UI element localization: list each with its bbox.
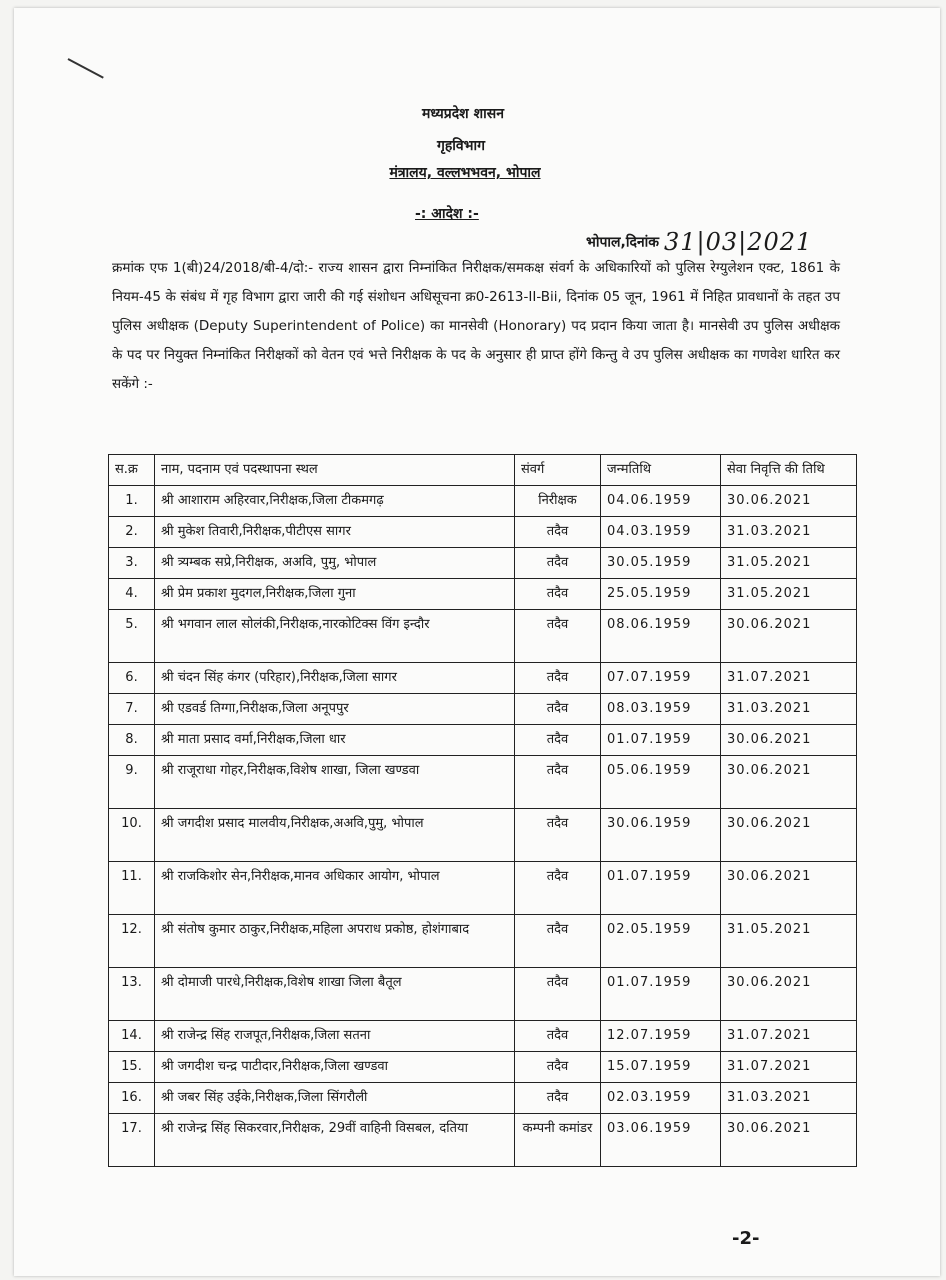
row-name: श्री जगदीश प्रसाद मालवीय,निरीक्षक,अअवि,पुमु, भोपाल <box>155 809 515 862</box>
row-sn: 7. <box>109 694 155 725</box>
row-cadre: तदैव <box>515 756 601 809</box>
table-row <box>109 1114 857 1167</box>
table-row <box>109 694 857 725</box>
row-dob: 02.05.1959 <box>601 915 721 968</box>
row-cadre: तदैव <box>515 725 601 756</box>
row-cadre: तदैव <box>515 1021 601 1052</box>
handwritten-date: 31|03|2021 <box>663 228 813 256</box>
row-name: श्री राजकिशोर सेन,निरीक्षक,मानव अधिकार आयोग, भोपाल <box>155 862 515 915</box>
row-name: श्री भगवान लाल सोलंकी,निरीक्षक,नारकोटिक्स विंग इन्दौर <box>155 610 515 663</box>
row-retire: 30.06.2021 <box>721 610 857 663</box>
row-retire: 31.03.2021 <box>721 1083 857 1114</box>
row-sn: 6. <box>109 663 155 694</box>
row-name: श्री आशाराम अहिरवार,निरीक्षक,जिला टीकमगढ़ <box>155 486 515 517</box>
row-dob: 02.03.1959 <box>601 1083 721 1114</box>
row-retire: 30.06.2021 <box>721 862 857 915</box>
row-cadre: तदैव <box>515 809 601 862</box>
row-sn: 8. <box>109 725 155 756</box>
row-dob: 12.07.1959 <box>601 1021 721 1052</box>
row-name: श्री जगदीश चन्द्र पाटीदार,निरीक्षक,जिला खण्डवा <box>155 1052 515 1083</box>
row-dob: 01.07.1959 <box>601 862 721 915</box>
row-cadre: तदैव <box>515 610 601 663</box>
row-name: श्री माता प्रसाद वर्मा,निरीक्षक,जिला धार <box>155 725 515 756</box>
row-cadre: तदैव <box>515 548 601 579</box>
table-row <box>109 579 857 610</box>
row-cadre: तदैव <box>515 1083 601 1114</box>
row-dob: 08.03.1959 <box>601 694 721 725</box>
row-sn: 9. <box>109 756 155 809</box>
row-name: श्री राजूराधा गोहर,निरीक्षक,विशेष शाखा, जिला खण्डवा <box>155 756 515 809</box>
row-sn: 3. <box>109 548 155 579</box>
row-cadre: तदैव <box>515 663 601 694</box>
officers-table <box>108 454 857 1167</box>
order-body-text: क्रमांक एफ 1(बी)24/2018/बी-4/दो:- राज्य शासन द्वारा निम्नांकित निरीक्षक/समकक्ष संवर्ग के अधिकारियों को पुलिस रेग्युलेशन एक्ट, 1861 के नियम-45 के संबंध में गृह विभाग द्वारा जारी की गई संशोधन अधिसूचना क्र0-2613-II-Bii, दिनांक 05 जून, 1961 में निहित प्रावधानों के तहत उप पुलिस अधीक्षक (Deputy Superintendent of Police) का मानसेवी (Honorary) पद प्रदान किया जाता है। मानसेवी उप पुलिस अधीक्षक के पद पर नियुक्त निम्नांकित निरीक्षकों को वेतन एवं भत्ते निरीक्षक के पद के अनुसार ही प्राप्त होंगे किन्तु वे उप पुलिस अधीक्षक का गणवेश धारित कर सकेंगे :- <box>112 260 840 392</box>
table-row <box>109 968 857 1021</box>
row-sn: 10. <box>109 809 155 862</box>
row-retire: 31.07.2021 <box>721 663 857 694</box>
row-dob: 15.07.1959 <box>601 1052 721 1083</box>
row-cadre: तदैव <box>515 579 601 610</box>
row-retire: 31.03.2021 <box>721 694 857 725</box>
order-title: -: आदेश :- <box>415 206 479 222</box>
table-row <box>109 663 857 694</box>
table-row <box>109 1021 857 1052</box>
row-name: श्री चंदन सिंह कंगर (परिहार),निरीक्षक,जिला सागर <box>155 663 515 694</box>
table-row <box>109 862 857 915</box>
row-cadre: कम्पनी कमांडर <box>515 1114 601 1167</box>
row-retire: 30.06.2021 <box>721 756 857 809</box>
table-row <box>109 756 857 809</box>
row-sn: 4. <box>109 579 155 610</box>
table-row <box>109 725 857 756</box>
row-dob: 07.07.1959 <box>601 663 721 694</box>
row-dob: 04.06.1959 <box>601 486 721 517</box>
table-row <box>109 610 857 663</box>
row-sn: 14. <box>109 1021 155 1052</box>
row-name: श्री दोमाजी पारधे,निरीक्षक,विशेष शाखा जिला बैतूल <box>155 968 515 1021</box>
row-retire: 31.05.2021 <box>721 548 857 579</box>
table-row <box>109 1083 857 1114</box>
row-dob: 25.05.1959 <box>601 579 721 610</box>
row-dob: 30.05.1959 <box>601 548 721 579</box>
table-row <box>109 517 857 548</box>
table-row <box>109 809 857 862</box>
row-sn: 1. <box>109 486 155 517</box>
row-retire: 31.03.2021 <box>721 517 857 548</box>
table-header-row <box>109 455 857 486</box>
table-row <box>109 548 857 579</box>
row-retire: 31.05.2021 <box>721 579 857 610</box>
row-cadre: तदैव <box>515 862 601 915</box>
row-retire: 30.06.2021 <box>721 809 857 862</box>
row-name: श्री मुकेश तिवारी,निरीक्षक,पीटीएस सागर <box>155 517 515 548</box>
row-sn: 15. <box>109 1052 155 1083</box>
row-retire: 31.05.2021 <box>721 915 857 968</box>
header-name: नाम, पदनाम एवं पदस्थापना स्थल <box>155 455 515 486</box>
row-sn: 13. <box>109 968 155 1021</box>
row-dob: 04.03.1959 <box>601 517 721 548</box>
header-retire: सेवा निवृत्ति की तिथि <box>721 455 857 486</box>
row-cadre: तदैव <box>515 915 601 968</box>
row-cadre: तदैव <box>515 1052 601 1083</box>
date-line <box>586 228 812 256</box>
row-retire: 30.06.2021 <box>721 486 857 517</box>
row-name: श्री जबर सिंह उईके,निरीक्षक,जिला सिंगरौली <box>155 1083 515 1114</box>
row-name: श्री संतोष कुमार ठाकुर,निरीक्षक,महिला अपराध प्रकोष्ठ, होशंगाबाद <box>155 915 515 968</box>
header-government: मध्यप्रदेश शासन <box>422 106 504 122</box>
row-sn: 17. <box>109 1114 155 1167</box>
row-sn: 11. <box>109 862 155 915</box>
row-sn: 5. <box>109 610 155 663</box>
table-row <box>109 1052 857 1083</box>
header-sn: स.क्र <box>109 455 155 486</box>
row-dob: 30.06.1959 <box>601 809 721 862</box>
date-label: भोपाल,दिनांक <box>586 234 660 251</box>
row-retire: 31.07.2021 <box>721 1052 857 1083</box>
row-sn: 12. <box>109 915 155 968</box>
row-retire: 30.06.2021 <box>721 968 857 1021</box>
header-department: गृहविभाग <box>436 138 486 154</box>
row-dob: 05.06.1959 <box>601 756 721 809</box>
row-dob: 08.06.1959 <box>601 610 721 663</box>
row-cadre: तदैव <box>515 968 601 1021</box>
row-cadre: तदैव <box>515 517 601 548</box>
row-dob: 01.07.1959 <box>601 968 721 1021</box>
row-name: श्री राजेन्द्र सिंह राजपूत,निरीक्षक,जिला सतना <box>155 1021 515 1052</box>
row-dob: 01.07.1959 <box>601 725 721 756</box>
row-sn: 16. <box>109 1083 155 1114</box>
row-sn: 2. <box>109 517 155 548</box>
table-row <box>109 486 857 517</box>
page-number: -2- <box>732 1228 760 1249</box>
row-name: श्री प्रेम प्रकाश मुदगल,निरीक्षक,जिला गुना <box>155 579 515 610</box>
row-name: श्री एडवर्ड तिग्गा,निरीक्षक,जिला अनूपपुर <box>155 694 515 725</box>
row-name: श्री राजेन्द्र सिंह सिकरवार,निरीक्षक, 29वीं वाहिनी विसबल, दतिया <box>155 1114 515 1167</box>
row-retire: 31.07.2021 <box>721 1021 857 1052</box>
row-cadre: निरीक्षक <box>515 486 601 517</box>
row-name: श्री त्र्यम्बक सप्रे,निरीक्षक, अअवि, पुमु, भोपाल <box>155 548 515 579</box>
row-cadre: तदैव <box>515 694 601 725</box>
row-retire: 30.06.2021 <box>721 1114 857 1167</box>
header-cadre: संवर्ग <box>515 455 601 486</box>
row-retire: 30.06.2021 <box>721 725 857 756</box>
header-dob: जन्मतिथि <box>601 455 721 486</box>
table-row <box>109 915 857 968</box>
header-address: मंत्रालय, वल्लभभवन, भोपाल <box>389 165 541 181</box>
row-dob: 03.06.1959 <box>601 1114 721 1167</box>
